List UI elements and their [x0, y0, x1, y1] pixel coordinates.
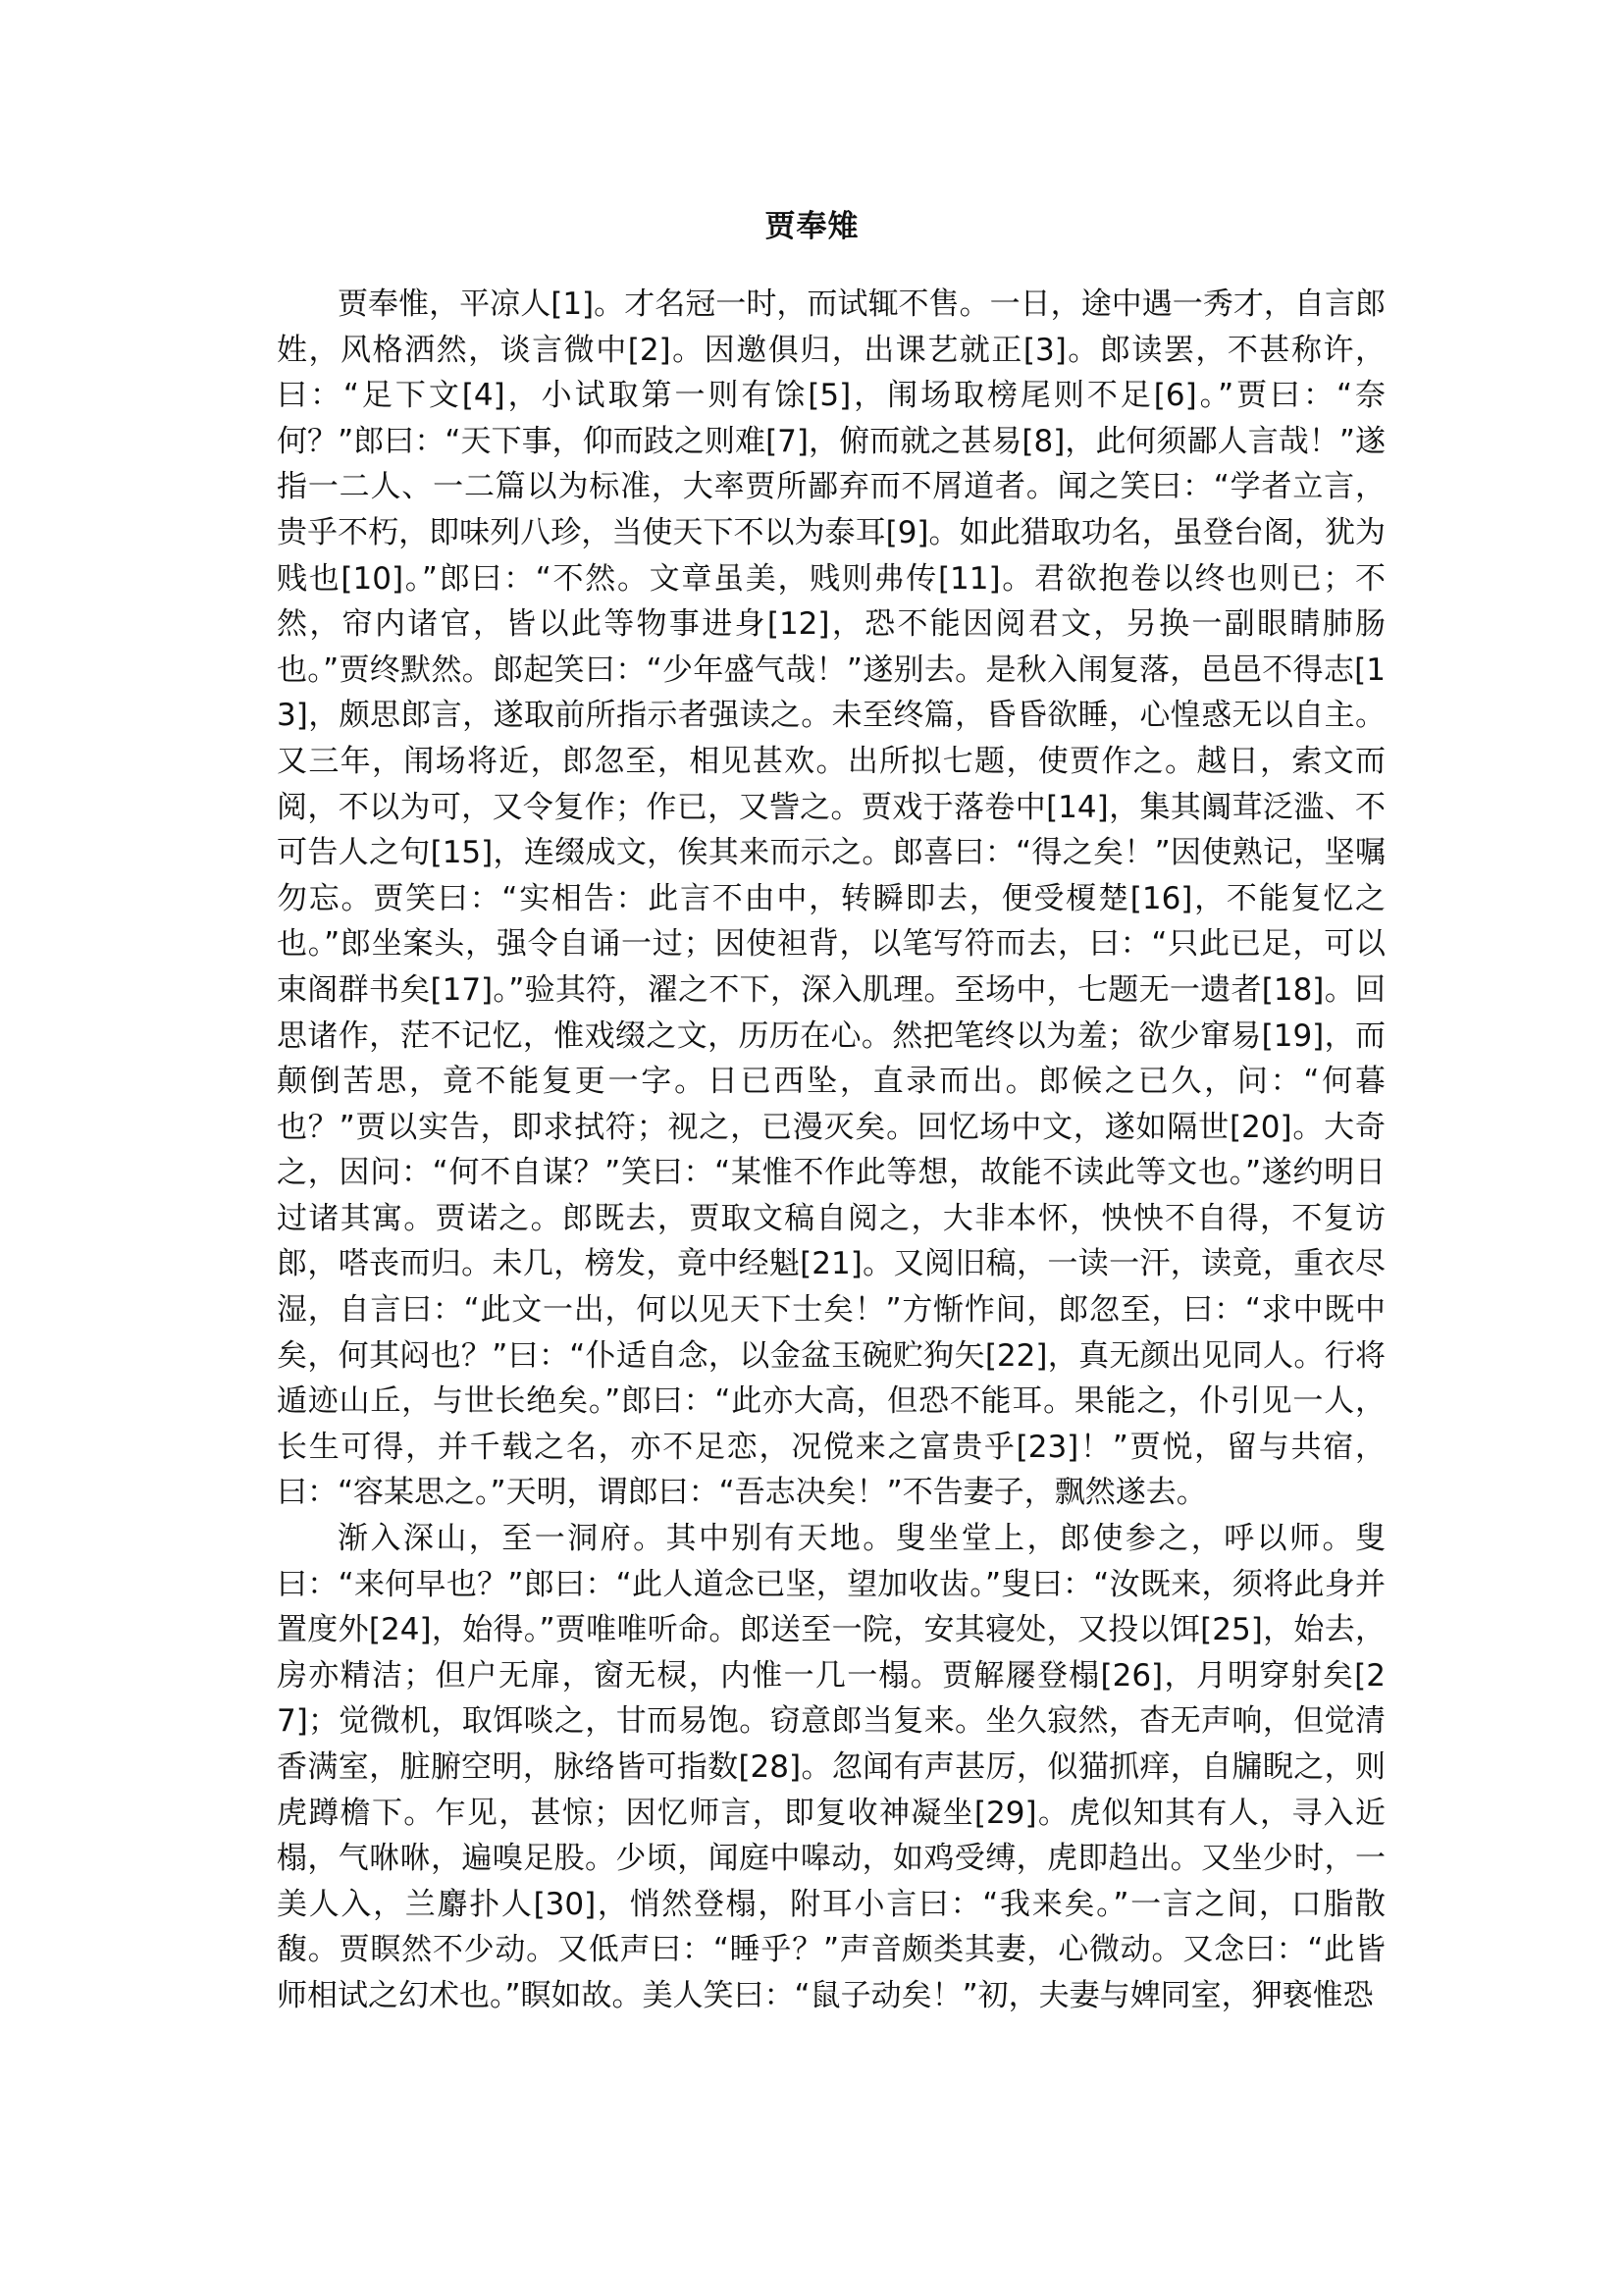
paragraph-2: 渐入深山，至一洞府。其中别有天地。叟坐堂上，郎使参之，呼以师。叟曰：“来何早也？”郎曰：“此人道念已坚，望加收齿。”叟曰：“汝既来，须将此身并置度外[24]，始得。”贾唯唯听命。郎送至一院，安其寝处，又投以饵[25]，始去，房亦精洁；但户无扉，窗无棂，内惟一几一榻。贾解屦登榻[26]，月明穿射矣[27]；觉微机，取饵啖之，甘而易饱。窃意郎当复来。坐久寂然，杳无声响，但觉清香满室，脏腑空明，脉络皆可指数[28]。忽闻有声甚厉，似猫抓痒，自牖睨之，则虎蹲檐下。乍见，甚惊；因忆师言，即复收神凝坐[29]。虎似知其有人，寻入近榻，气咻咻，遍嗅足股。少顷，闻庭中嗥动，如鸡受缚，虎即趋出。又坐少时，一美人入，兰麝扑人[30]，悄然登榻，附耳小言曰：“我来矣。”一言之间，口脂散馥。贾瞑然不少动。又低声曰：“睡乎？”声音颇类其妻，心微动。又念曰：“此皆师相试之幻术也。”瞑如故。美人笑曰：“鼠子动矣！”初，夫妻与婢同室，狎亵惟恐 — [277, 1521, 1386, 2013]
document-title: 贾奉雉 — [764, 209, 860, 244]
paragraph-1: 贾奉惟，平凉人[1]。才名冠一时，而试辄不售。一日，途中遇一秀才，自言郎姓，风格洒然，谈言微中[2]。因邀俱归，出课艺就正[3]。郎读罢，不甚称许，曰：“足下文[4]，小试取第一则有馀[5]，闱场取榜尾则不足[6]。”贾曰：“奈何？”郎曰：“天下事，仰而跂之则难[7]，俯而就之甚易[8]，此何须鄙人言哉！”遂指一二人、一二篇以为标准，大率贾所鄙弃而不屑道者。闻之笑曰：“学者立言，贵乎不朽，即味列八珍，当使天下不以为泰耳[9]。如此猎取功名，虽登台阁，犹为贱也[10]。”郎曰：“不然。文章虽美，贱则弗传[11]。君欲抱卷以终也则已；不然，帘内诸官，皆以此等物事进身[12]，恐不能因阅君文，另换一副眼睛肺肠也。”贾终默然。郎起笑曰：“少年盛气哉！”遂别去。是秋入闱复落，邑邑不得志[13]，颇思郎言，遂取前所指示者强读之。未至终篇，昏昏欲睡，心惶惑无以自主。又三年，闱场将近，郎忽至，相见甚欢。出所拟七题，使贾作之。越日，索文而阅，不以为可，又令复作；作已，又訾之。贾戏于落卷中[14]，集其阘茸泛滥、不可告人之句[15]，连缀成文，俟其来而示之。郎喜曰：“得之矣！”因使熟记，坚嘱勿忘。贾笑曰：“实相告：此言不由中，转瞬即去，便受榎楚[16]，不能复忆之也。”郎坐案头，强令自诵一过；因使袒背，以笔写符而去，曰：“只此已足，可以束阁群书矣[17]。”验其符，濯之不下，深入肌理。至场中，七题无一遗者[18]。回思诸作，茫不记忆，惟戏缀之文，历历在心。然把笔终以为羞；欲少窜易[19]，而颠倒苦思，竟不能复更一字。日已西坠，直录而出。郎候之已久，问：“何暮也？”贾以实告，即求拭符；视之，已漫灭矣。回忆场中文，遂如隔世[20]。大奇之，因问：“何不自谋？”笑曰：“某惟不作此等想，故能不读此等文也。”遂约明日过诸其寓。贾诺之。郎既去，贾取文稿自阅之，大非本怀，怏怏不自得，不复访郎，嗒丧而归。未几，榜发，竟中经魁[21]。又阅旧稿，一读一汗，读竟，重衣尽湿，自言曰：“此文一出，何以见天下士矣！”方惭怍间，郎忽至，曰：“求中既中矣，何其闷也？”曰：“仆适自念，以金盆玉碗贮狗矢[22]，真无颜出见同人。行将遁迹山丘，与世长绝矣。”郎曰：“此亦大高，但恐不能耳。果能之，仆引见一人，长生可得，并千载之名，亦不足恋，况傥来之富贵乎[23]！”贾悦，留与共宿，曰：“容某思之。”天明，谓郎曰：“吾志决矣！”不告妻子，飘然遂去。 — [277, 287, 1386, 1511]
document-body — [277, 282, 1386, 2019]
